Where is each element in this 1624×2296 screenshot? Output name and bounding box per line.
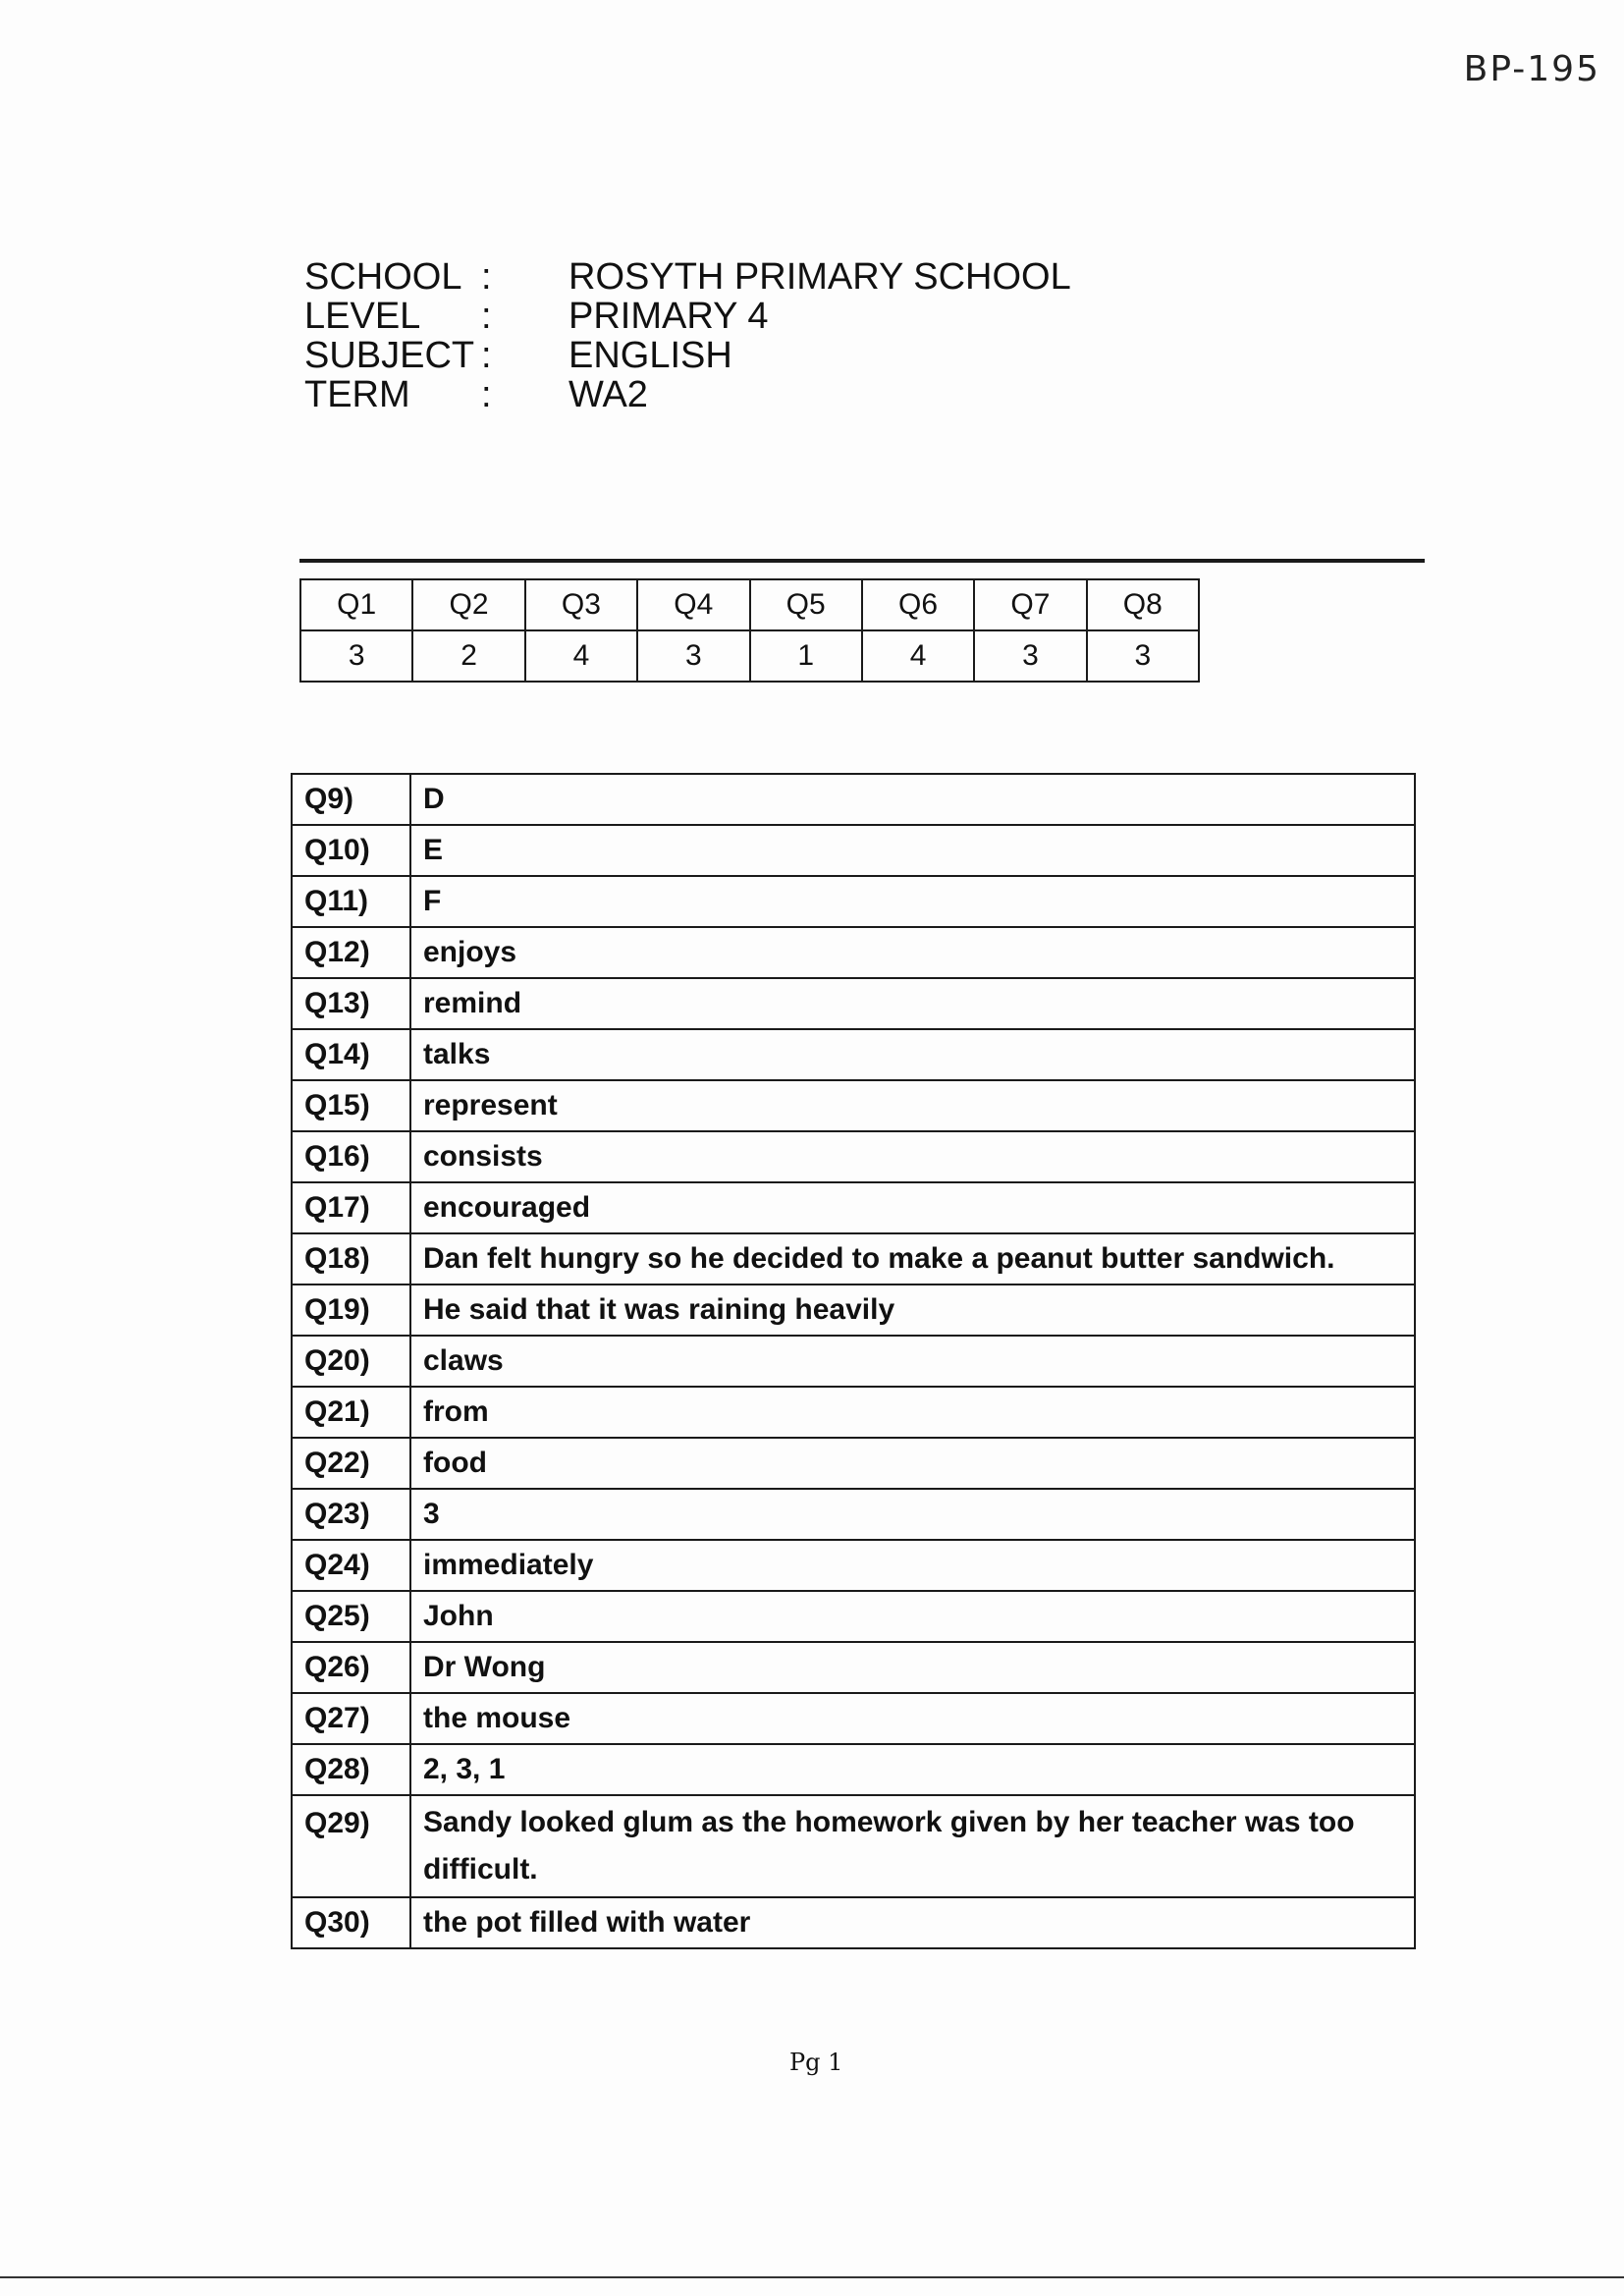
page-number: Pg 1 — [789, 2049, 843, 2076]
open-answer-table — [291, 773, 1416, 1949]
answer-row — [292, 1285, 1415, 1336]
answer-row — [292, 927, 1415, 978]
mcq-answer-cell: 1 — [750, 630, 862, 682]
question-number: Q11) — [292, 876, 410, 927]
question-number: Q10) — [292, 825, 410, 876]
answer-row — [292, 1131, 1415, 1182]
answer-row — [292, 1540, 1415, 1591]
paper-header — [304, 257, 1188, 414]
question-number: Q27) — [292, 1693, 410, 1744]
question-number: Q23) — [292, 1489, 410, 1540]
mcq-question-cell: Q3 — [525, 579, 637, 630]
answer-text: John — [410, 1591, 1415, 1642]
bottom-edge-line — [0, 2276, 1624, 2278]
mcq-answer-cell: 3 — [300, 630, 412, 682]
question-number: Q30) — [292, 1897, 410, 1948]
question-number: Q17) — [292, 1182, 410, 1233]
answer-row — [292, 1489, 1415, 1540]
answer-text: 3 — [410, 1489, 1415, 1540]
mcq-question-cell: Q5 — [750, 579, 862, 630]
answer-row — [292, 1642, 1415, 1693]
mcq-answer-row — [300, 630, 1199, 682]
header-label: TERM — [304, 374, 410, 415]
answer-row — [292, 1693, 1415, 1744]
header-label: LEVEL — [304, 296, 421, 337]
header-separator: : — [481, 335, 492, 376]
answer-text: E — [410, 825, 1415, 876]
mcq-answer-cell: 3 — [1087, 630, 1199, 682]
answer-row — [292, 1438, 1415, 1489]
header-row-subject — [304, 336, 1188, 375]
mcq-answer-cell: 4 — [525, 630, 637, 682]
mcq-question-cell: Q7 — [974, 579, 1086, 630]
header-value: ROSYTH PRIMARY SCHOOL — [568, 256, 1071, 298]
answer-row — [292, 1387, 1415, 1438]
answer-row — [292, 876, 1415, 927]
mcq-answer-cell: 2 — [412, 630, 524, 682]
header-divider — [299, 559, 1425, 563]
answer-row — [292, 1080, 1415, 1131]
answer-text: represent — [410, 1080, 1415, 1131]
answer-text: food — [410, 1438, 1415, 1489]
mcq-question-cell: Q8 — [1087, 579, 1199, 630]
mcq-question-cell: Q6 — [862, 579, 974, 630]
mcq-answer-cell: 3 — [974, 630, 1086, 682]
answer-text: the mouse — [410, 1693, 1415, 1744]
answer-text: He said that it was raining heavily — [410, 1285, 1415, 1336]
answer-row — [292, 1897, 1415, 1948]
answer-row — [292, 1795, 1415, 1897]
question-number: Q25) — [292, 1591, 410, 1642]
answer-text: 2, 3, 1 — [410, 1744, 1415, 1795]
mcq-question-row — [300, 579, 1199, 630]
header-value: ENGLISH — [568, 335, 732, 376]
answer-text: claws — [410, 1336, 1415, 1387]
answer-text: D — [410, 774, 1415, 825]
question-number: Q20) — [292, 1336, 410, 1387]
mcq-answer-cell: 4 — [862, 630, 974, 682]
header-separator: : — [481, 296, 492, 337]
header-label: SCHOOL — [304, 256, 462, 298]
question-number: Q26) — [292, 1642, 410, 1693]
question-number: Q14) — [292, 1029, 410, 1080]
question-number: Q9) — [292, 774, 410, 825]
answer-row — [292, 1336, 1415, 1387]
header-row-level — [304, 297, 1188, 336]
question-number: Q28) — [292, 1744, 410, 1795]
question-number: Q22) — [292, 1438, 410, 1489]
question-number: Q24) — [292, 1540, 410, 1591]
question-number: Q13) — [292, 978, 410, 1029]
question-number: Q18) — [292, 1233, 410, 1285]
header-value: PRIMARY 4 — [568, 296, 769, 337]
header-row-term — [304, 375, 1188, 414]
answer-text: remind — [410, 978, 1415, 1029]
mcq-answer-table — [299, 578, 1200, 683]
header-value: WA2 — [568, 374, 648, 415]
answer-text: immediately — [410, 1540, 1415, 1591]
document-code: BP-195 — [1463, 49, 1600, 89]
answer-row — [292, 1029, 1415, 1080]
header-row-school — [304, 257, 1188, 297]
answer-row — [292, 825, 1415, 876]
mcq-answer-cell: 3 — [637, 630, 749, 682]
mcq-question-cell: Q4 — [637, 579, 749, 630]
question-number: Q16) — [292, 1131, 410, 1182]
answer-text: enjoys — [410, 927, 1415, 978]
answer-row — [292, 978, 1415, 1029]
answer-text: talks — [410, 1029, 1415, 1080]
header-separator: : — [481, 374, 492, 415]
answer-text: Sandy looked glum as the homework given by her teacher was too difficult. — [410, 1795, 1415, 1897]
answer-row — [292, 1233, 1415, 1285]
question-number: Q21) — [292, 1387, 410, 1438]
answer-text: Dr Wong — [410, 1642, 1415, 1693]
question-number: Q19) — [292, 1285, 410, 1336]
header-separator: : — [481, 256, 492, 298]
answer-row — [292, 1744, 1415, 1795]
question-number: Q15) — [292, 1080, 410, 1131]
answer-row — [292, 774, 1415, 825]
question-number: Q29) — [292, 1795, 410, 1897]
answer-text: the pot filled with water — [410, 1897, 1415, 1948]
answer-text: consists — [410, 1131, 1415, 1182]
question-number: Q12) — [292, 927, 410, 978]
answer-text: encouraged — [410, 1182, 1415, 1233]
mcq-question-cell: Q1 — [300, 579, 412, 630]
answer-text: F — [410, 876, 1415, 927]
header-label: SUBJECT — [304, 335, 475, 376]
answer-row — [292, 1182, 1415, 1233]
answer-row — [292, 1591, 1415, 1642]
mcq-question-cell: Q2 — [412, 579, 524, 630]
answer-text: from — [410, 1387, 1415, 1438]
answer-text: Dan felt hungry so he decided to make a peanut butter sandwich. — [410, 1233, 1415, 1285]
